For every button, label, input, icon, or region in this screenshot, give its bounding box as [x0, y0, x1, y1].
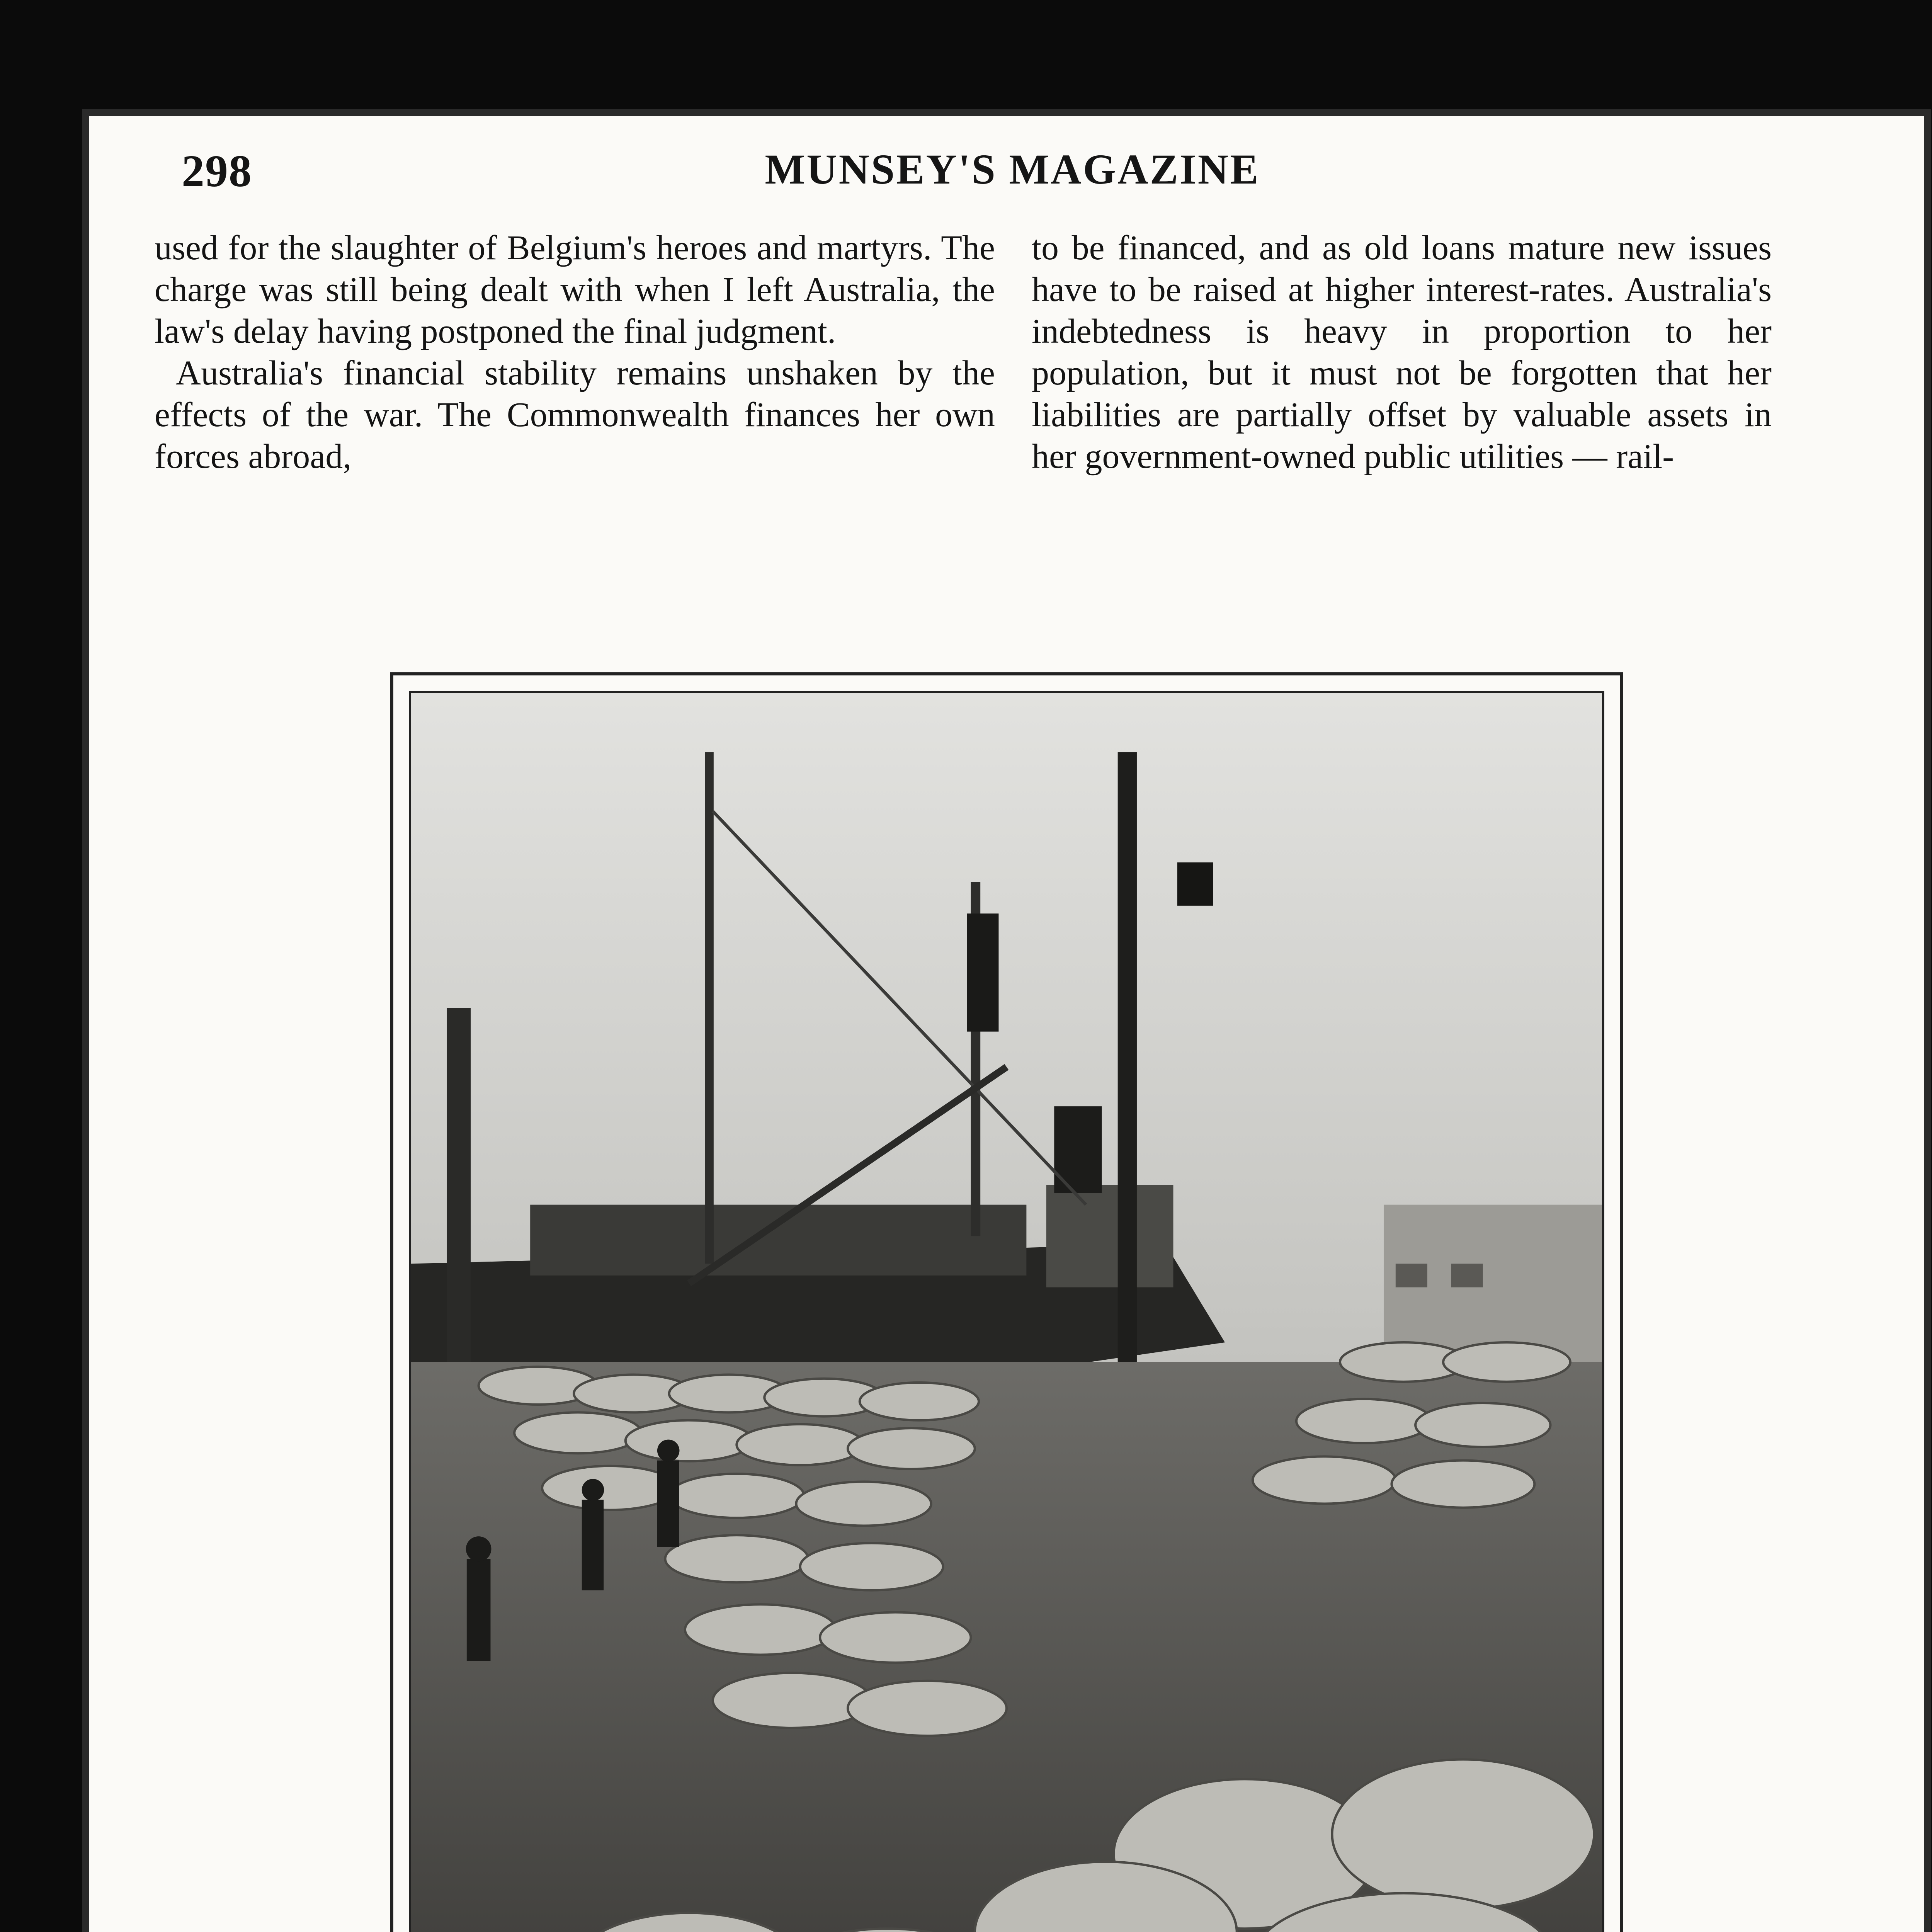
- paragraph: used for the slaughter of Belgium's heroes and martyrs. The charge was still being dealt with when I left Australia, the law's delay having postponed the final judgment.: [155, 229, 995, 350]
- page-number: 298: [182, 146, 252, 196]
- wharf-photo-illustration: [411, 693, 1602, 1932]
- column-top-left: [155, 227, 995, 478]
- running-title: MUNSEY'S MAGAZINE: [765, 146, 1260, 193]
- paragraph: Australia's financial stability remains unshaken by the effects of the war. The Commonwealth finances her own forces abroad,: [155, 354, 995, 476]
- page-header: [0, 145, 1932, 199]
- photo-figure: [390, 672, 1623, 1932]
- paragraph: to be financed, and as old loans mature new issues have to be raised at higher interest-rates. Australia's indebtedness is heavy in proportion to her population, but it must not be forgotten that her liabilities are partially offset by valuable assets in her government-owned public utilities — rail-: [1032, 229, 1772, 476]
- wharf-photo: [409, 691, 1604, 1932]
- column-top-right: [1032, 227, 1772, 478]
